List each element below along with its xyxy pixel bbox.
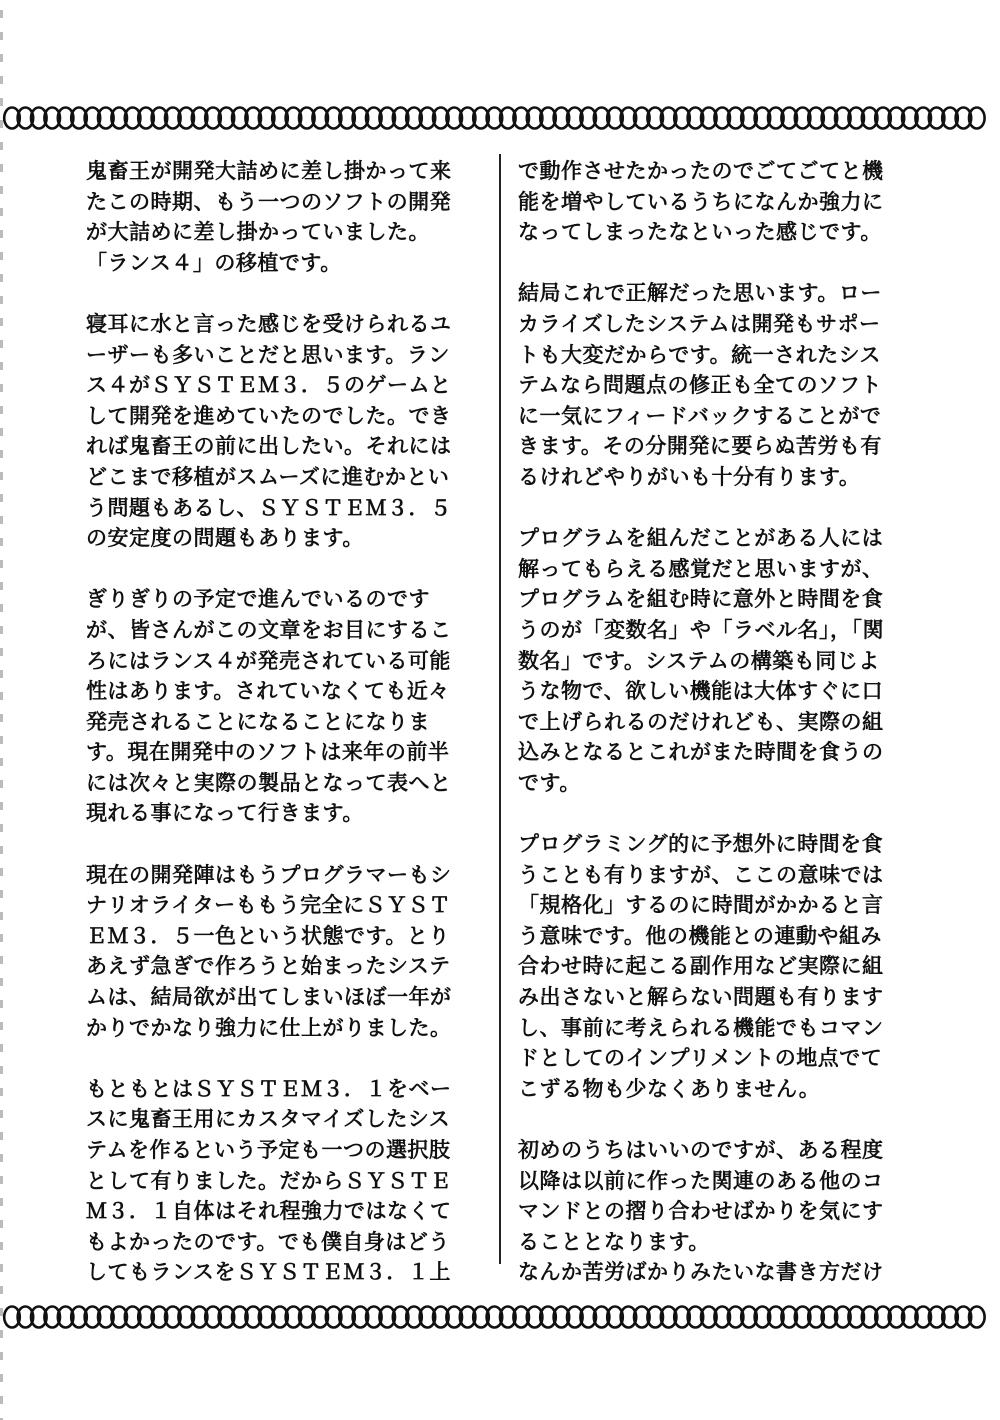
binding-mark bbox=[0, 1352, 3, 1360]
chain-border-bottom-svg bbox=[0, 1297, 1000, 1337]
left-text-column bbox=[86, 156, 478, 1319]
binding-mark bbox=[0, 802, 3, 810]
binding-mark bbox=[0, 1022, 3, 1030]
binding-mark bbox=[0, 1132, 3, 1140]
binding-mark bbox=[0, 846, 3, 854]
binding-mark bbox=[0, 1374, 3, 1382]
binding-mark bbox=[0, 1066, 3, 1074]
binding-mark bbox=[0, 10, 3, 18]
paragraph: 鬼畜王が開発大詰めに差し掛かって来 たこの時期、もう一つのソフトの開発 が大詰めに差し掛かっていました。 「ランス４」の移植です。 bbox=[86, 159, 452, 275]
binding-mark bbox=[0, 648, 3, 656]
binding-mark bbox=[0, 1000, 3, 1008]
binding-mark bbox=[0, 758, 3, 766]
binding-mark bbox=[0, 1088, 3, 1096]
binding-mark bbox=[0, 1286, 3, 1294]
binding-mark bbox=[0, 956, 3, 964]
paragraph: もともとはＳＹＳＴＥＭ３．１をベー スに鬼畜王用にカスタマイズしたシス テムを作るという予定も一つの選択肢 として有りました。だからＳＹＳＴＥ Ｍ３．１自体はそれ程強力ではなくて もよかったのです。でも僕自身はどう してもランスをＳＹＳＴＥＭ３．１上 bbox=[86, 1076, 452, 1285]
bottom-chain-border bbox=[0, 1297, 1000, 1337]
paragraph: 現在の開発陣はもうプログラマーもシ ナリオライターももう完全にＳＹＳＴ ＥＭ３．５一色という状態です。とり あえず急ぎで作ろうと始まったシステ ムは、結局欲が出てしまいほぼ一年が かりでかなり強力に仕上がりました。 bbox=[86, 862, 452, 1040]
binding-mark bbox=[0, 516, 3, 524]
binding-mark bbox=[0, 1110, 3, 1118]
binding-mark bbox=[0, 384, 3, 392]
binding-mark bbox=[0, 54, 3, 62]
binding-mark bbox=[0, 1154, 3, 1162]
paragraph: 結局これで正解だった思います。ロー カライズしたシステムは開発もサポー トも大変だからです。統一されたシス テムなら問題点の修正も全てのソフト に一気にフィードバックすることがで きます。その分開発に要らぬ苦労も有 るけれどやりがいも十分有ります。 bbox=[518, 281, 883, 489]
paragraph: ぎりぎりの予定で進んでいるのです が、皆さんがこの文章をお目にするこ ろにはランス４が発売されている可能 性はあります。されていなくても近々 発売されることになることになりま す。現在開発中のソフトは来年の前半 には次々と実際の製品となって表へと 現れる事になって行きます。 bbox=[86, 587, 452, 826]
binding-mark bbox=[0, 1198, 3, 1206]
binding-mark bbox=[0, 1176, 3, 1184]
binding-mark bbox=[0, 780, 3, 788]
binding-mark bbox=[0, 978, 3, 986]
paragraph: 初めのうちはいいのですが、ある程度 以降は以前に作った関連のある他のコ マンドとの摺り合わせばかりを気にす ることとなります。 bbox=[518, 1138, 884, 1254]
column-divider bbox=[499, 154, 501, 1264]
binding-mark bbox=[0, 538, 3, 546]
binding-mark bbox=[0, 1044, 3, 1052]
binding-mark bbox=[0, 32, 3, 40]
binding-mark bbox=[0, 736, 3, 744]
binding-mark bbox=[0, 472, 3, 480]
binding-edge-marks bbox=[0, 0, 6, 1420]
binding-mark bbox=[0, 296, 3, 304]
binding-mark bbox=[0, 164, 3, 172]
binding-mark bbox=[0, 340, 3, 348]
right-text-column bbox=[518, 156, 910, 1319]
binding-mark bbox=[0, 714, 3, 722]
binding-mark bbox=[0, 560, 3, 568]
top-chain-border bbox=[0, 98, 1000, 138]
chain-border-top-svg bbox=[0, 98, 1000, 138]
binding-mark bbox=[0, 824, 3, 832]
binding-mark bbox=[0, 604, 3, 612]
binding-mark bbox=[0, 450, 3, 458]
binding-mark bbox=[0, 274, 3, 282]
binding-mark bbox=[0, 1242, 3, 1250]
binding-mark bbox=[0, 230, 3, 238]
binding-mark bbox=[0, 362, 3, 370]
binding-mark bbox=[0, 626, 3, 634]
binding-mark bbox=[0, 582, 3, 590]
binding-mark bbox=[0, 934, 3, 942]
binding-mark bbox=[0, 670, 3, 678]
binding-mark bbox=[0, 1220, 3, 1228]
paragraph: 寝耳に水と言った感じを受けられるユ ーザーも多いことだと思います。ラン ス４がＳＹＳＴＥＭ３．５のゲームと して開発を進めていたのでした。でき れば鬼畜王の前に出したい。それには どこまで移植がスムーズに進むかとい う問題もあるし、ＳＹＳＴＥＭ３．５ の安定度の問題もあります。 bbox=[86, 311, 452, 551]
binding-mark bbox=[0, 868, 3, 876]
binding-mark bbox=[0, 1264, 3, 1272]
paragraph: プログラムを組んだことがある人には 解ってもらえる感覚だと思いますが、 プログラムを組む時に意外と時間を食 うのが「変数名」や「ラベル名」，「関 数名」です。システムの構築も同じよ うな物で、欲しい機能は大体すぐに口 で上げられるのだけれども、実際の組 込みとなるとこれがまた時間を食うの です。 bbox=[518, 526, 884, 795]
binding-mark bbox=[0, 318, 3, 326]
binding-mark bbox=[0, 912, 3, 920]
binding-mark bbox=[0, 76, 3, 84]
binding-mark bbox=[0, 252, 3, 260]
binding-mark bbox=[0, 428, 3, 436]
binding-mark bbox=[0, 890, 3, 898]
binding-mark bbox=[0, 186, 3, 194]
binding-mark bbox=[0, 692, 3, 700]
binding-mark bbox=[0, 142, 3, 150]
paragraph: なんか苦労ばかりみたいな書き方だけ bbox=[518, 1260, 884, 1285]
binding-mark bbox=[0, 406, 3, 414]
binding-mark bbox=[0, 1396, 3, 1404]
paragraph: プログラミング的に予想外に時間を食 うことも有りますが、ここの意味では 「規格化」するのに時間がかかると言 う意味です。他の機能との連動や組み 合わせ時に起こる副作用など実際に組 み出さないと解らない問題も有ります し、事前に考えられる機能でもコマン ドとしてのインプリメントの地点でて こずる物も少なくありません。 bbox=[518, 832, 884, 1101]
binding-mark bbox=[0, 208, 3, 216]
binding-mark bbox=[0, 494, 3, 502]
paragraph: で動作させたかったのでごてごてと機 能を増やしているうちになんか強力に なってしまったなといった感じです。 bbox=[518, 159, 884, 245]
